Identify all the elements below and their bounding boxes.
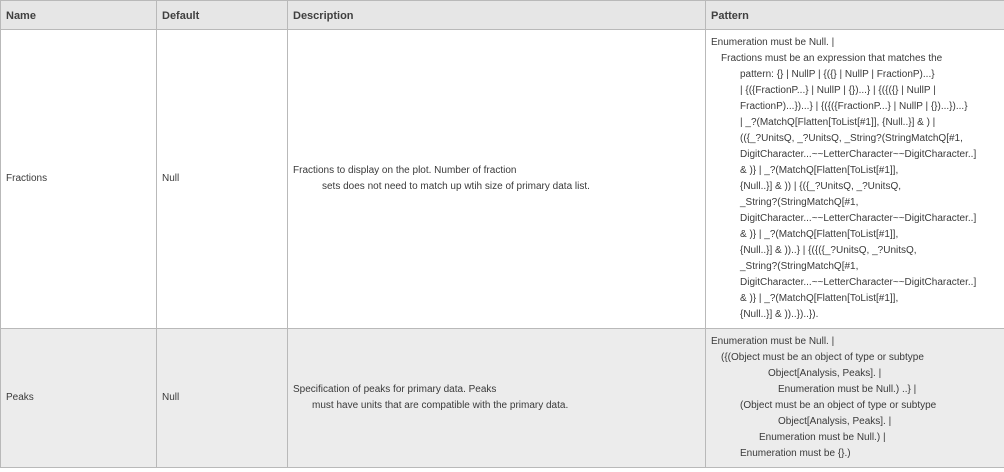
pattern-line: & )} | _?(MatchQ[Flatten[ToList[#1]], <box>740 229 899 240</box>
pattern-line: (({_?UnitsQ, _?UnitsQ, _String?(StringMatchQ[#1, <box>740 133 963 144</box>
description-line: must have units that are compatible with the primary data. <box>312 400 569 411</box>
pattern-line: FractionP)...})...} | {({({FractionP...} | NullP | {})...})...} <box>740 101 968 112</box>
pattern-line: Fractions must be an expression that matches the <box>721 53 943 64</box>
pattern-line: & )} | _?(MatchQ[Flatten[ToList[#1]], <box>740 165 899 176</box>
header-pattern: Pattern <box>706 1 1004 30</box>
pattern-line: Object[Analysis, Peaks]. | <box>778 416 892 427</box>
table-row <box>1 329 1004 468</box>
pattern-line: | _?(MatchQ[Flatten[ToList[#1]], {Null..}] & ) | <box>740 117 936 128</box>
option-name: Peaks <box>1 329 157 468</box>
option-description <box>288 30 706 329</box>
pattern-line: Enumeration must be Null. | <box>711 336 835 347</box>
option-pattern <box>706 30 1004 329</box>
option-description <box>288 329 706 468</box>
header-name: Name <box>1 1 157 30</box>
option-default: Null <box>157 30 288 329</box>
description-line: Fractions to display on the plot. Number of fraction <box>293 165 517 176</box>
option-name: Fractions <box>1 30 157 329</box>
pattern-line: DigitCharacter...~~LetterCharacter~~DigitCharacter..] <box>740 277 977 288</box>
pattern-line: {Null..}] & )) | {({_?UnitsQ, _?UnitsQ, <box>740 181 901 192</box>
header-default: Default <box>157 1 288 30</box>
pattern-line: (Object must be an object of type or subtype <box>740 400 937 411</box>
option-pattern <box>706 329 1004 468</box>
pattern-line: Enumeration must be Null.) | <box>759 432 886 443</box>
description-line: sets does not need to match up wtih size of primary data list. <box>322 181 590 192</box>
pattern-line: Enumeration must be Null. | <box>711 37 835 48</box>
pattern-line: {Null..}] & ))..} | {({({_?UnitsQ, _?UnitsQ, <box>740 245 917 256</box>
pattern-line: | {({FractionP...} | NullP | {})...} | {({({} | NullP | <box>740 85 936 96</box>
pattern-line: _String?(StringMatchQ[#1, <box>740 197 859 208</box>
table-row <box>1 30 1004 329</box>
pattern-line: _String?(StringMatchQ[#1, <box>740 261 859 272</box>
option-default: Null <box>157 329 288 468</box>
pattern-line: & )} | _?(MatchQ[Flatten[ToList[#1]], <box>740 293 899 304</box>
pattern-line: Enumeration must be {}.) <box>740 448 851 459</box>
pattern-line: DigitCharacter...~~LetterCharacter~~DigitCharacter..] <box>740 213 977 224</box>
header-description: Description <box>288 1 706 30</box>
pattern-line: pattern: {} | NullP | {({} | NullP | FractionP)...} <box>740 69 935 80</box>
description-line: Specification of peaks for primary data. Peaks <box>293 384 497 395</box>
pattern-line: ({(Object must be an object of type or subtype <box>721 352 924 363</box>
header-row <box>1 1 1004 30</box>
pattern-line: {Null..}] & ))..})..}). <box>740 309 819 320</box>
pattern-line: Enumeration must be Null.) ..} | <box>778 384 917 395</box>
pattern-line: DigitCharacter...~~LetterCharacter~~DigitCharacter..] <box>740 149 977 160</box>
pattern-line: Object[Analysis, Peaks]. | <box>768 368 882 379</box>
